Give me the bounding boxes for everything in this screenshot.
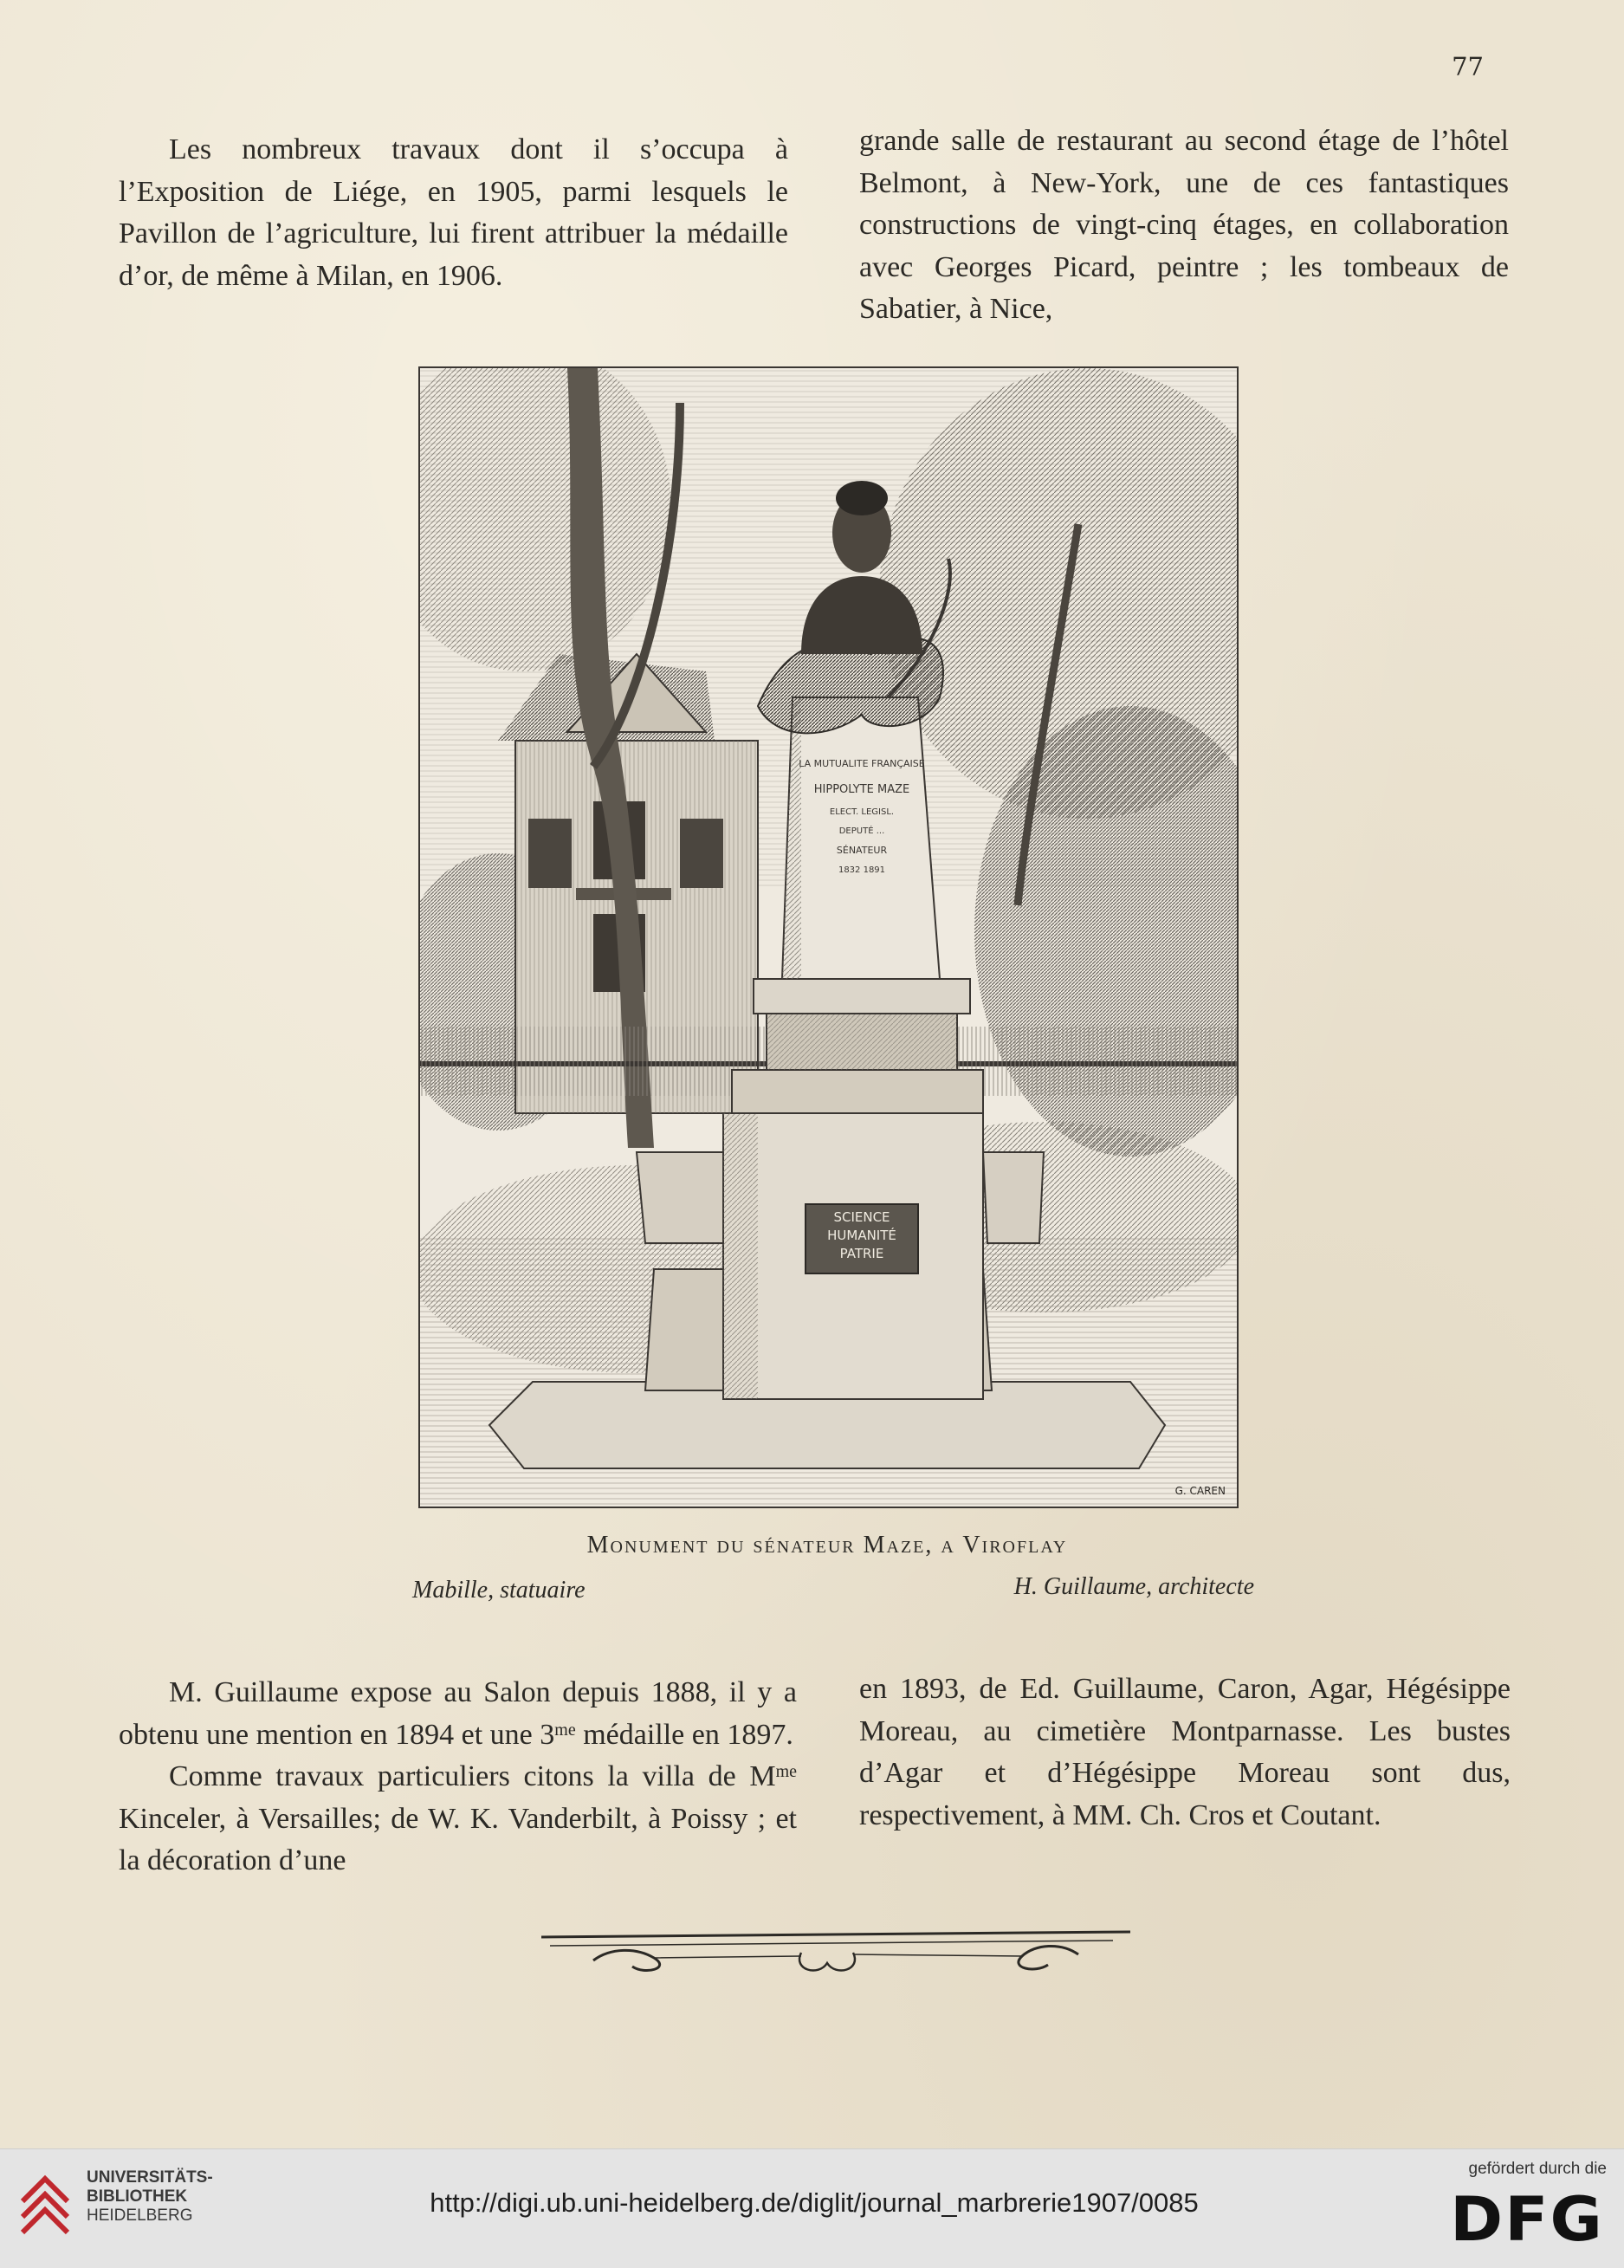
inscription-line-4: DEPUTÉ ...: [838, 826, 885, 836]
paragraph-salon-text: M. Guillaume expose au Salon depuis 1888, il y a obtenu une mention en 1894 et une 3: [119, 1676, 797, 1751]
paragraph-tombeaux: en 1893, de Ed. Guillaume, Caron, Agar, Hégésippe Moreau, au cimetière Montparnasse. Les bustes d’Agar et d’Hégésippe Moreau sont dus, respectivement, à MM. Ch. Cros et Coutant.: [859, 1673, 1511, 1831]
text-bottom-left-column: [119, 1672, 797, 1882]
caption-sculptor: Mabille, statuaire: [412, 1577, 586, 1604]
text-top-left-column: [119, 129, 788, 297]
page-number: 77: [1452, 52, 1484, 81]
document-url-link[interactable]: http://digi.ub.uni-heidelberg.de/diglit/journal_marbrerie1907/0085: [430, 2187, 1199, 2218]
text-top-right-column: [859, 120, 1509, 331]
library-name-line-3: HEIDELBERG: [87, 2206, 193, 2225]
text-bottom-right-column: [859, 1669, 1511, 1837]
paragraph-travaux-particuliers: [119, 1756, 797, 1882]
caption-title: Monument du sénateur Maze, a Viroflay: [586, 1532, 1068, 1558]
dfg-logo: DFG: [1450, 2184, 1604, 2255]
paragraph-salon-end: médaille en 1897.: [575, 1718, 793, 1751]
decorative-divider-ornament: [541, 1921, 1130, 1982]
paragraph-travaux-end: Kinceler, à Versailles; de W. K. Vanderbilt, à Poissy ; et la décoration d’une: [119, 1802, 797, 1876]
plaque-line-3: PATRIE: [839, 1246, 884, 1261]
paragraph-travaux-text: Comme travaux particuliers citons la villa de M: [169, 1760, 776, 1792]
monument-illustration: [420, 368, 1237, 1507]
monument-engraving: [418, 366, 1239, 1508]
paragraph-hotel-belmont: grande salle de restaurant au second étage de l’hôtel Belmont, à New-York, une de ces fantastiques constructions de vingt-cinq étages, en collaboration avec Georges Picard, peintre ; les tombeaux de Sabatier, à Nice,: [859, 125, 1509, 325]
plaque-line-1: SCIENCE: [833, 1209, 890, 1225]
paragraph-salon: [119, 1672, 797, 1756]
plaque-line-2: HUMANITÉ: [827, 1228, 896, 1243]
inscription-line-2: HIPPOLYTE MAZE: [813, 783, 910, 796]
engraver-signature: G. CAREN: [1174, 1485, 1226, 1497]
digitization-footer: [0, 2148, 1624, 2268]
paragraph-exposition-liege: Les nombreux travaux dont il s’occupa à l’Exposition de Liége, en 1905, parmi lesquels le Pavillon de l’agriculture, lui firent attribuer la médaille d’or, de même à Milan, en 1906.: [119, 133, 788, 292]
university-library-name: [87, 2168, 260, 2226]
inscription-line-6: 1832 1891: [838, 865, 886, 875]
library-name-line-2: BIBLIOTHEK: [87, 2187, 188, 2206]
superscript-mme: me: [775, 1762, 797, 1781]
funding-note: gefördert durch die: [1468, 2160, 1607, 2178]
superscript-me: me: [554, 1720, 576, 1740]
inscription-line-5: SÉNATEUR: [836, 845, 888, 856]
inscription-line-3: ELECT. LEGISL.: [829, 807, 895, 817]
inscription-line-1: LA MUTUALITE FRANÇAISE: [799, 758, 925, 769]
library-name-line-1: UNIVERSITÄTS-: [87, 2168, 213, 2187]
caption-architect: H. Guillaume, architecte: [1013, 1573, 1254, 1600]
university-library-logo: [19, 2167, 71, 2250]
